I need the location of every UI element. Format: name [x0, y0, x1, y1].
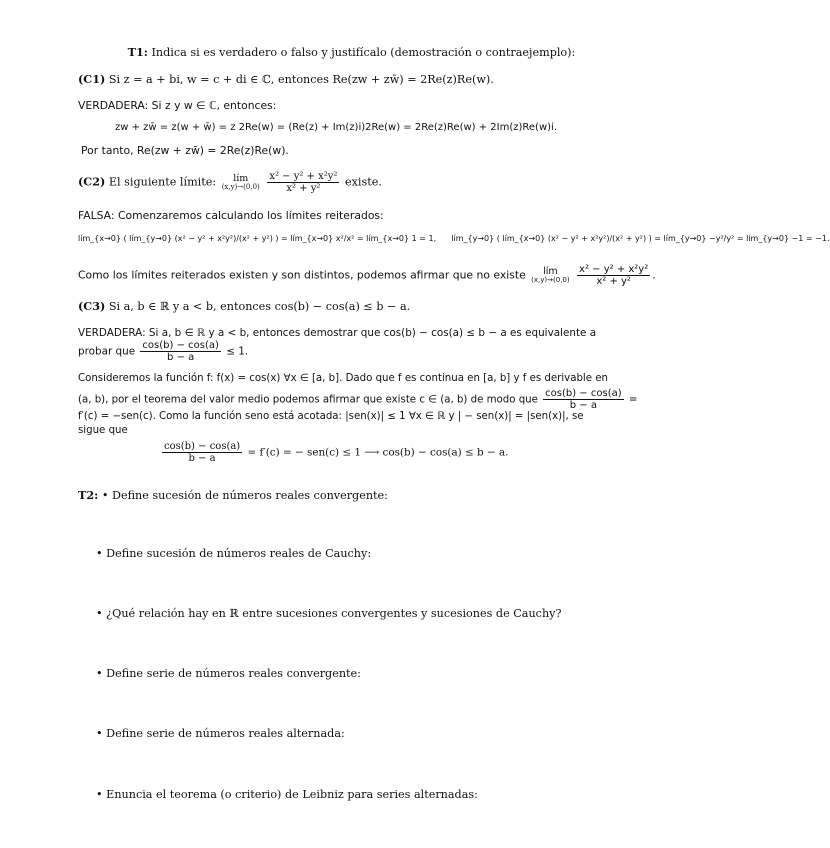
- t1-text: Indica si es verdadero o falso y justifícalo (demostración o contraejemplo):: [151, 46, 576, 59]
- c2-fraction: [267, 171, 339, 194]
- c3-verdict-2-line: [78, 340, 625, 363]
- c2-iterated-2: lím_{y→0} ( lím_{x→0} (x² − y² + x²y²)/(x² + y²) ) = lím_{y→0} −y²/y² = lím_{y→0} −1 = −1.: [451, 234, 830, 243]
- c2-label: (C2): [78, 174, 106, 189]
- c3-verdict-1: VERDADERA: Si a, b ∈ ℝ y a < b, entonces demostrar que cos(b) − cos(a) ≤ b − a es equivalente a: [78, 327, 597, 339]
- t2-item: Define sucesión de números reales de Cauchy:: [106, 547, 372, 560]
- t2-item-line: [96, 667, 361, 681]
- fraction-denominator: x² + y²: [596, 276, 631, 287]
- c3-paragraph-2-post: =: [628, 394, 638, 406]
- fraction-denominator: x² + y²: [286, 183, 321, 194]
- t2-item-line: [96, 607, 561, 621]
- c3-final-equation-rest: = f′(c) = − sen(c) ≤ 1 ⟶ cos(b) − cos(a) ≤ b − a.: [247, 446, 509, 459]
- c3-verdict-fraction: [140, 340, 220, 363]
- c3-paragraph-fraction: [543, 388, 623, 411]
- t1-label: T1:: [127, 45, 148, 59]
- fraction-numerator: x² − y² + x²y²: [579, 264, 649, 275]
- bullet-icon: •: [96, 727, 103, 740]
- c1-equation: zw + zw̄ = z(w + w̄) = z 2Re(w) = (Re(z) + Im(z)i)2Re(w) = 2Re(z)Re(w) + 2Im(z)Re(w)i.: [115, 122, 557, 133]
- c3-verdict-2-pre: probar que: [78, 345, 136, 358]
- t2-item-line: [96, 788, 478, 802]
- t2-item: Define serie de números reales convergente:: [106, 667, 361, 680]
- fraction-numerator: cos(b) − cos(a): [545, 388, 622, 399]
- fraction-denominator: b − a: [188, 453, 216, 464]
- t2-first-item-line: [78, 488, 625, 503]
- bullet-icon: •: [96, 547, 103, 560]
- c2-limit-operator: [222, 174, 260, 192]
- t2-item-line: [96, 547, 371, 561]
- bullet-icon: •: [96, 788, 103, 801]
- bullet-icon: •: [96, 667, 103, 680]
- c1-statement-line: [78, 72, 625, 87]
- c3-label: (C3): [78, 299, 106, 313]
- c2-iterated-1: lím_{x→0} ( lím_{y→0} (x² − y² + x²y²)/(x² + y²) ) = lím_{x→0} x²/x² = lím_{x→0} 1 = 1,: [78, 234, 437, 243]
- t2-item: ¿Qué relación hay en ℝ entre sucesiones convergentes y sucesiones de Cauchy?: [106, 607, 562, 620]
- c3-statement-line: [78, 299, 625, 314]
- t2-item: Enuncia el teorema (o criterio) de Leibniz para series alternadas:: [106, 788, 478, 801]
- t1-heading: [78, 45, 625, 60]
- c3-final-fraction: [162, 441, 242, 464]
- c3-statement: Si a, b ∈ ℝ y a < b, entonces cos(b) − cos(a) ≤ b − a.: [108, 300, 411, 313]
- c1-verdict: VERDADERA: Si z y w ∈ ℂ, entonces:: [78, 99, 277, 112]
- fraction-numerator: cos(b) − cos(a): [164, 441, 241, 452]
- t2-item: Define serie de números reales alternada:: [106, 727, 345, 740]
- t2-item-line: [96, 727, 345, 741]
- fraction-numerator: x² − y² + x²y²: [269, 171, 338, 182]
- fraction-numerator: cos(b) − cos(a): [142, 340, 219, 351]
- c2-statement-pre: El siguiente límite:: [108, 175, 217, 189]
- c3-paragraph-4: sigue que: [78, 425, 128, 436]
- c2-conclusion-limit: [531, 267, 569, 285]
- c2-conclusion-line: Como los límites reiterados existen y son distintos, podemos afirmar que no existe lím (x,y)→(0,0) $\frac{\text{x² − y² + x²y²}}{\text{x² + y²}}$ .: [78, 264, 656, 287]
- t2-label: T2:: [78, 488, 99, 502]
- c3-paragraph-1: Consideremos la función f: f(x) = cos(x) ∀x ∈ [a, b]. Dado que f es continua en [a, b] y f es derivable en: [78, 373, 608, 384]
- c3-verdict-2-post: ≤ 1.: [226, 345, 249, 358]
- fraction-denominator: b − a: [167, 352, 195, 363]
- c2-conclusion: Como los límites reiterados existen y son distintos, podemos afirmar que no existe: [78, 268, 526, 282]
- c2-statement-post: existe.: [344, 175, 382, 189]
- t2-item: Define sucesión de números reales convergente:: [111, 489, 388, 502]
- lim-subscript: (x,y)→(0,0): [221, 182, 260, 191]
- c2-conclusion-fraction: [577, 264, 650, 287]
- c3-paragraph-2-pre: (a, b), por el teorema del valor medio podemos afirmar que existe c ∈ (a, b) de modo que: [78, 394, 538, 406]
- c2-verdict: FALSA: Comenzaremos calculando los límites reiterados:: [78, 209, 384, 222]
- c3-final-equation: [160, 441, 625, 464]
- c1-label: (C1): [78, 72, 106, 86]
- c2-statement-line: [78, 171, 625, 194]
- lim-word: lím: [543, 265, 558, 277]
- c3-paragraph-2-line: [78, 388, 638, 411]
- c3-paragraph-3: f′(c) = −sen(c). Como la función seno está acotada: |sen(x)| ≤ 1 ∀x ∈ ℝ y | − sen(x)| = |sen(x)|, se: [78, 411, 584, 422]
- bullet-icon: •: [101, 489, 109, 502]
- lim-word: lím: [233, 172, 249, 184]
- c1-conclusion: Por tanto, Re(zw + zw̄) = 2Re(z)Re(w).: [81, 144, 289, 157]
- c1-statement: Si z = a + bi, w = c + di ∈ ℂ, entonces Re(zw + zw̄) = 2Re(z)Re(w).: [108, 73, 494, 86]
- c2-iterated-limits: [78, 232, 830, 246]
- bullet-icon: •: [96, 607, 103, 620]
- fraction-denominator: b − a: [569, 400, 597, 411]
- lim-subscript: (x,y)→(0,0): [531, 275, 570, 284]
